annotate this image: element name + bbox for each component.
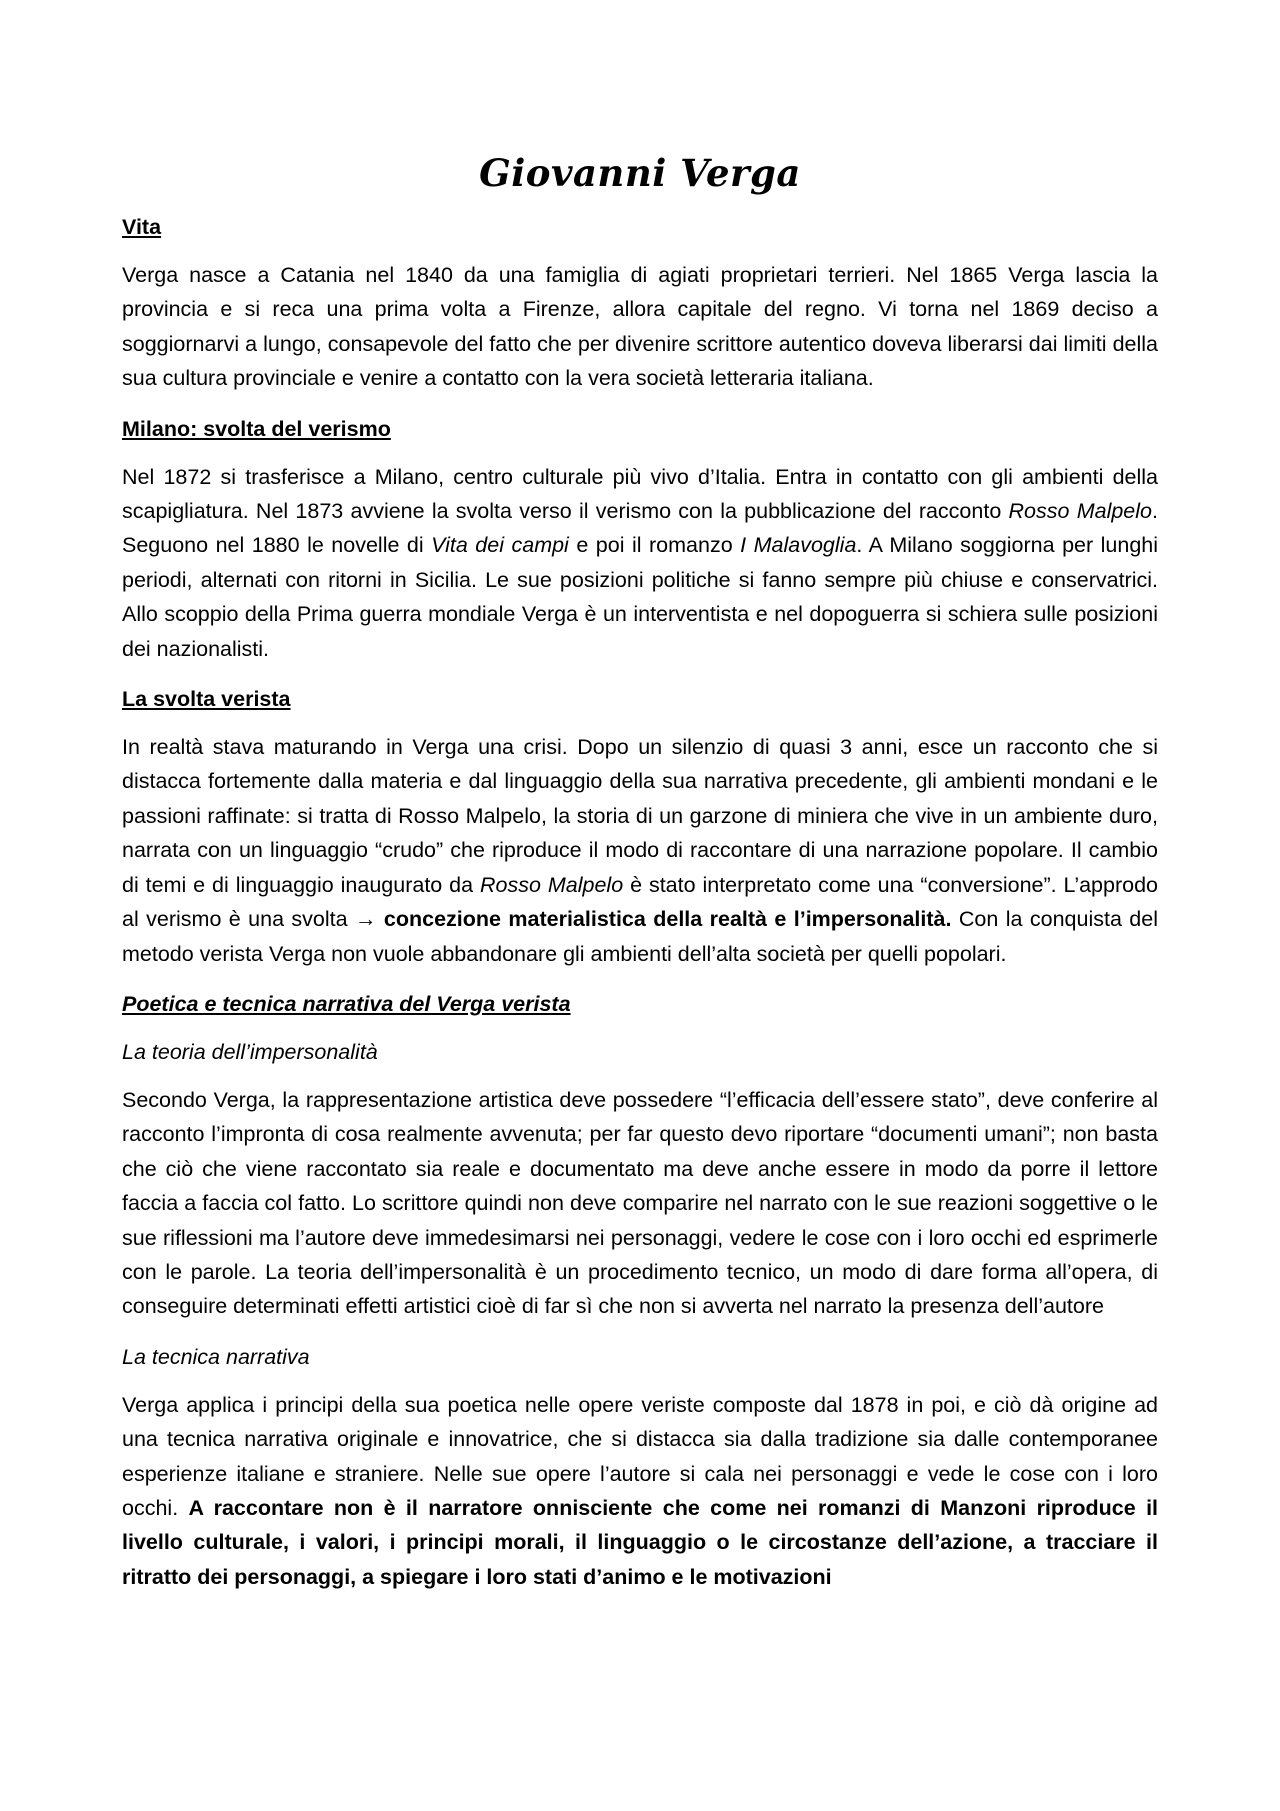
italic-title: Rosso Malpelo [480,872,624,897]
text-span: Verga applica i principi della sua poetica nelle opere veriste composte dal 1878 in poi, e ciò dà origine ad una tecnica narrativa originale e innovatrice, che si distacca sia dalla tradizione sia dalle contemporanee esperienze italiane e straniere. Nelle sue opere l’autore si cala nei personaggi e vede le cose con i loro occhi. [122,1392,1158,1520]
text-span: Nel 1872 si trasferisce a Milano, centro culturale più vivo d’Italia. Entra in contatto con gli ambienti della scapigliatura. Nel 1873 avviene la svolta verso il verismo con la pubblicazione del racconto [122,464,1158,524]
paragraph-impersonalita: Secondo Verga, la rappresentazione artistica deve possedere “l’efficacia dell’essere stato”, deve conferire al racconto l’impronta di cosa realmente avvenuta; per far questo devo riportare “documenti umani”; non basta che ciò che viene raccontato sia reale e documentato ma deve anche essere in modo da porre il lettore faccia a faccia col fatto. Lo scrittore quindi non deve comparire nel narrato con le sue reazioni soggettive o le sue riflessioni ma l’autore deve immedesimarsi nei personaggi, vedere le cose con i loro occhi ed esprimerle con le parole. La teoria dell’impersonalità è un procedimento tecnico, un modo di dare forma all’opera, di conseguire determinati effetti artistici cioè di far sì che non si avverta nel narrato la presenza dell’autore [122,1087,1158,1319]
italic-title: I Malavoglia [740,533,857,558]
text-span: e poi il romanzo [568,533,741,558]
section-heading-vita: Vita [122,215,162,239]
section-heading-svolta: La svolta verista [122,687,291,712]
paragraph-tecnica [122,1388,1158,1594]
bold-text: A raccontare non è il narratore onnisciente che come nei romanzi di Manzoni riproduce il livello culturale, i valori, i principi morali, il linguaggio o le circostanze dell’azione, a tracciare il ritratto dei personaggi, a spiegare i loro stati d’animo e le motivazioni [122,1495,1159,1589]
text-span: In realtà stava maturando in Verga una crisi. Dopo un silenzio di quasi 3 anni, esce un racconto che si distacca fortemente dalla materia e dal linguaggio della sua narrativa precedente, gli ambienti mondani e le passioni raffinate: si tratta di Rosso Malpelo, la storia di un garzone di miniera che vive in un ambiente duro, narrata con un linguaggio “crudo” che riproduce il modo di raccontare di una narrazione popolare. Il cambio di temi e di linguaggio inaugurato da [122,735,1158,897]
italic-title: Vita dei campi [431,533,569,558]
paragraph-svolta [122,730,1158,971]
text-span: è stato interpretato come una “conversione”. L’approdo al verismo è una svolta → [122,872,1158,932]
document-page [122,150,1158,1610]
section-heading-poetica: Poetica e tecnica narrativa del Verga verista [122,991,571,1016]
bold-text: concezione materialistica della realtà e l’impersonalità. [383,907,952,932]
page-title: Giovanni Verga [479,151,801,195]
subheading-impersonalita: La teoria dell’impersonalità [122,1039,378,1064]
text-span: . A Milano soggiorna per lunghi periodi, alternati con ritorni in Sicilia. Le sue posizioni politiche si fanno sempre più chiuse e conservatrici. Allo scoppio della Prima guerra mondiale Verga è un interventista e nel dopoguerra si schiera sulle posizioni dei nazionalisti. [122,533,1159,661]
italic-title: Rosso Malpelo [1008,499,1153,524]
paragraph-vita: Verga nasce a Catania nel 1840 da una famiglia di agiati proprietari terrieri. Nel 1865 Verga lascia la provincia e si reca una prima volta a Firenze, allora capitale del regno. Vi torna nel 1869 deciso a soggiornarvi a lungo, consapevole del fatto che per divenire scrittore autentico doveva liberarsi dai limiti della sua cultura provinciale e venire a contatto con la vera società letteraria italiana. [122,263,1158,391]
subheading-tecnica: La tecnica narrativa [122,1344,310,1369]
text-span: . Seguono nel 1880 le novelle di [122,499,1158,558]
paragraph-milano [122,460,1158,666]
text-span: Con la conquista del metodo verista Verga non vuole abbandonare gli ambienti dell’alta società per quelli popolari. [122,907,1158,966]
section-heading-milano: Milano: svolta del verismo [122,416,391,441]
